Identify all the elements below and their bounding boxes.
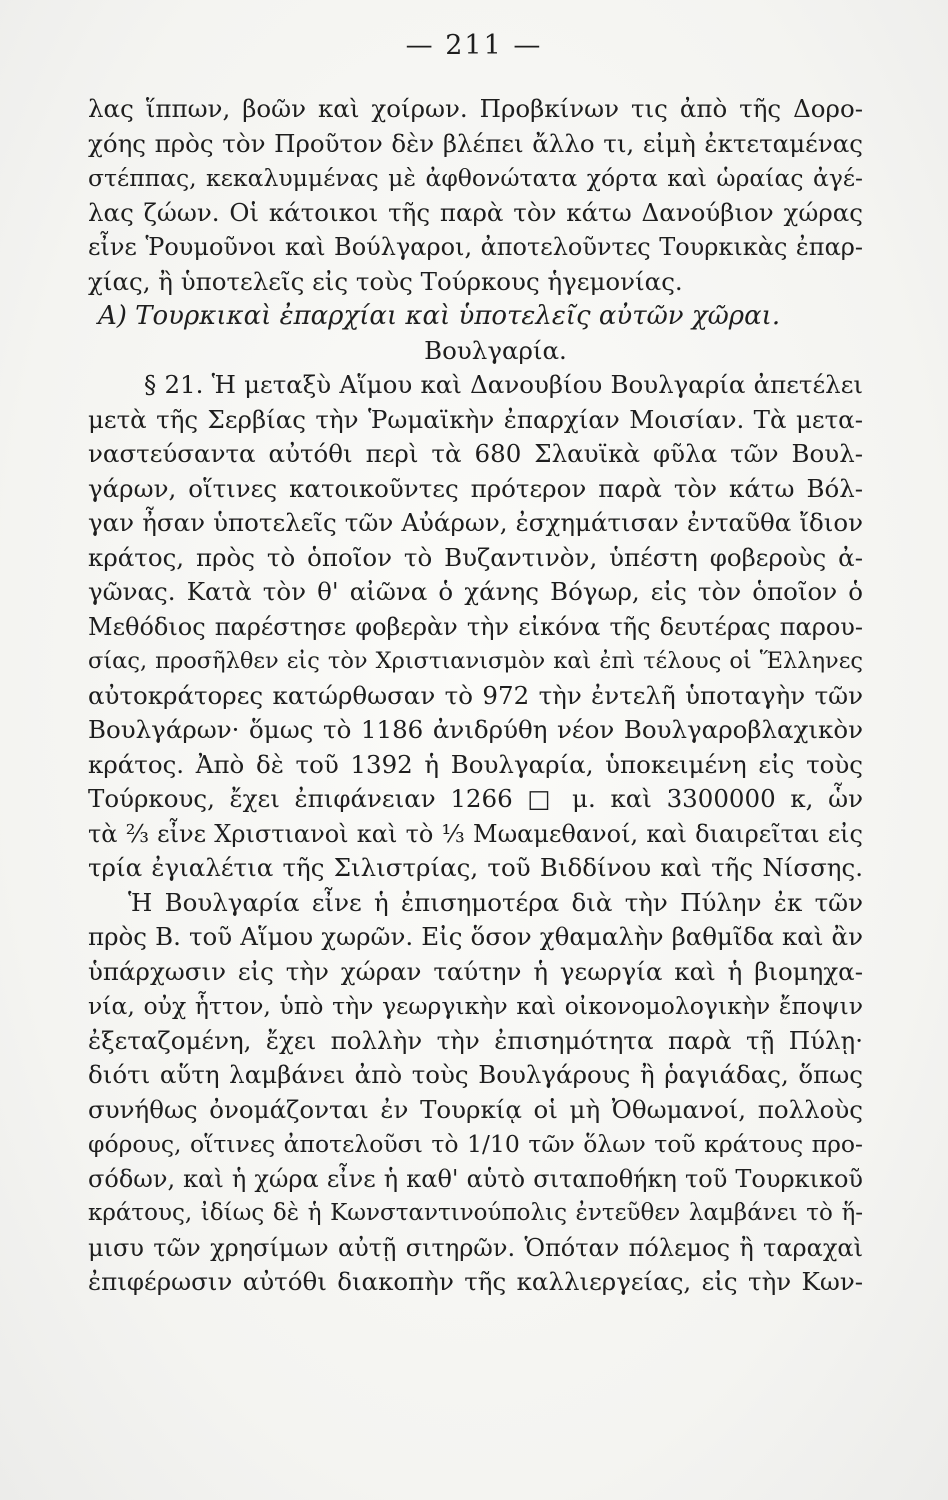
text-line: διότι αὕτη λαμβάνει ἀπὸ τοὺς Βουλγάρους ἢ ῥαγιάδας, ὅπως	[88, 1060, 863, 1089]
text-line: συνήθως ὀνομάζονται ἐν Τουρκίᾳ οἱ μὴ Ὀθωμανοί, πολλοὺς	[88, 1094, 863, 1124]
text-line: μετὰ τῆς Σερβίας τὴν Ῥωμαϊκὴν ἐπαρχίαν Μοισίαν. Τὰ μετα-	[88, 404, 863, 434]
text-line: Τούρκους, ἔχει ἐπιφάνειαν 1266 □ μ. καὶ 3300000 κ, ὧν	[88, 784, 863, 813]
text-line: εἶνε Ῥουμοῦνοι καὶ Βούλγαροι, ἀποτελοῦντες Τουρκικὰς ἐπαρ-	[88, 233, 863, 261]
text-line: ἐπιφέρωσιν αὐτόθι διακοπὴν τῆς καλλιεργείας, εἰς τὴν Κων-	[88, 1267, 863, 1296]
text-line: φόρους, οἵτινες ἀποτελοῦσι τὸ 1/10 τῶν ὅλων τοῦ κράτους προ-	[88, 1130, 863, 1158]
text-line: σόδων, καὶ ἡ χώρα εἶνε ἡ καθ' αὑτὸ σιταποθήκη τοῦ Τουρκικοῦ	[88, 1164, 863, 1193]
text-line: μισυ τῶν χρησίμων αὐτῇ σιτηρῶν. Ὁπόταν πόλεμος ἢ ταραχαὶ	[88, 1233, 863, 1262]
text-line: γάρων, οἵτινες κατοικοῦντες πρότερον παρὰ τὸν κάτω Βόλ-	[88, 473, 863, 503]
page-number: — 211 —	[405, 30, 543, 61]
text-line: κράτος, πρὸς τὸ ὁποῖον τὸ Βυζαντινὸν, ὑπέστη φοβεροὺς ἀ-	[88, 542, 863, 572]
text-line: γῶνας. Κατὰ τὸν θ' αἰῶνα ὁ χάνης Βόγωρ, εἰς τὸν ὁποῖον ὁ	[88, 577, 863, 606]
text-line: γαν ἦσαν ὑποτελεῖς τῶν Αὐάρων, ἐσχημάτισαν ἐνταῦθα ἴδιον	[88, 508, 863, 537]
text-line: ναστεύσαντα αὐτόθι περὶ τὰ 680 Σλαυϊκὰ φῦλα τῶν Βουλ-	[88, 439, 863, 468]
text-line: χίας, ἢ ὑποτελεῖς εἰς τοὺς Τούρκους ἡγεμονίας.	[88, 266, 683, 296]
text-line: τρία ἐγιαλέτια τῆς Σιλιστρίας, τοῦ Βιδδίνου καὶ τῆς Νίσσης.	[88, 853, 863, 882]
text-line: λας ἵππων, βοῶν καὶ χοίρων. Προβκίνων τις ἀπὸ τῆς Δορο-	[88, 94, 863, 123]
section-heading: Α) Τουρκικαὶ ἐπαρχίαι καὶ ὑποτελεῖς αὐτῶν χῶραι.	[98, 301, 781, 331]
text-line: χόης πρὸς τὸν Προῦτον δὲν βλέπει ἄλλο τι, εἰμὴ ἐκτεταμένας	[88, 128, 863, 158]
text-line: πρὸς Β. τοῦ Αἵμου χωρῶν. Εἰς ὅσον χθαμαλὴν βαθμῖδα καὶ ἂν	[88, 922, 863, 951]
text-line: ὑπάρχωσιν εἰς τὴν χώραν ταύτην ἡ γεωργία καὶ ἡ βιομηχα-	[88, 956, 863, 986]
text-line: Μεθόδιος παρέστησε φοβερὰν τὴν εἰκόνα τῆς δευτέρας παρου-	[88, 612, 863, 641]
text-line: στέππας, κεκαλυμμένας μὲ ἀφθονώτατα χόρτα καὶ ὡραίας ἀγέ-	[88, 164, 863, 192]
body-text	[88, 92, 863, 1300]
text-line: κράτους, ἰδίως δὲ ἡ Κωνσταντινούπολις ἐντεῦθεν λαμβάνει τὸ ἥ-	[88, 1200, 863, 1226]
subsection-title	[88, 334, 863, 369]
text-line: § 21. Ἡ μεταξὺ Αἵμου καὶ Δανουβίου Βουλγαρία ἀπετέλει	[144, 370, 863, 399]
text-line: κράτος. Ἀπὸ δὲ τοῦ 1392 ἡ Βουλγαρία, ὑποκειμένη εἰς τοὺς	[88, 749, 863, 779]
text-line: νία, οὐχ ἧττον, ὑπὸ τὴν γεωργικὴν καὶ οἰκονομολογικὴν ἔποψιν	[88, 992, 863, 1020]
text-line: λας ζώων. Οἱ κάτοικοι τῆς παρὰ τὸν κάτω Δανούβιον χώρας	[88, 197, 863, 227]
subsection-title-text: Βουλγαρία.	[424, 335, 567, 365]
text-line: τὰ ⅔ εἶνε Χριστιανοὶ καὶ τὸ ⅓ Μωαμεθανοί, καὶ διαιρεῖται εἰς	[88, 819, 863, 848]
text-line: Βουλγάρων· ὅμως τὸ 1186 ἀνιδρύθη νέον Βουλγαροβλαχικὸν	[88, 715, 863, 744]
text-line: ἐξεταζομένη, ἔχει πολλὴν τὴν ἐπισημότητα παρὰ τῇ Πύλῃ·	[88, 1025, 863, 1055]
text-line: σίας, προσῆλθεν εἰς τὸν Χριστιανισμὸν καὶ ἐπὶ τέλους οἱ Ἕλληνες	[88, 648, 863, 674]
text-line: αὐτοκράτορες κατώρθωσαν τὸ 972 τὴν ἐντελῆ ὑποταγὴν τῶν	[88, 680, 863, 710]
text-line: Ἡ Βουλγαρία εἶνε ἡ ἐπισημοτέρα διὰ τὴν Πύλην ἐκ τῶν	[128, 887, 863, 917]
